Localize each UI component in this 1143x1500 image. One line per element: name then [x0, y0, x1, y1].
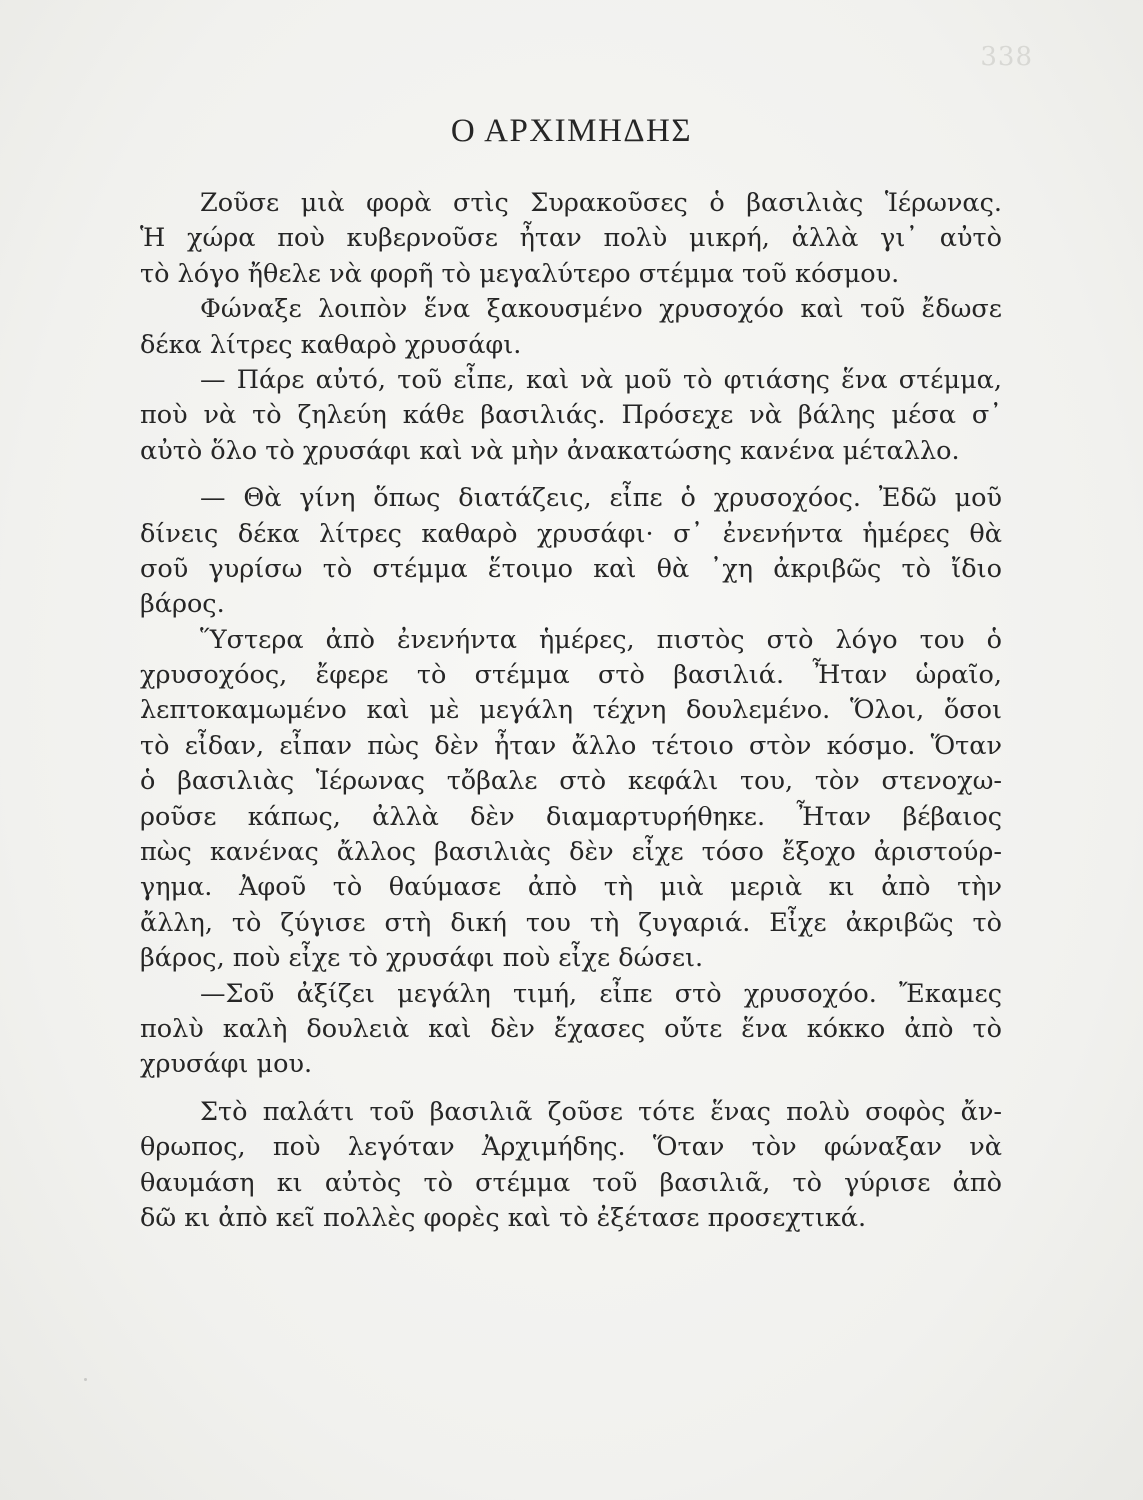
text-line: — Πάρε αὐτό, τοῦ εἶπε, καὶ νὰ μοῦ τὸ φτιάσης ἕνα στέμμα,: [200, 364, 1002, 395]
text-line: θρωπος, ποὺ λεγόταν Ἀρχιμήδης. Ὅταν τὸν φώναξαν νὰ: [140, 1132, 1002, 1163]
text-line: ποὺ νὰ τὸ ζηλεύη κάθε βασιλιάς. Πρόσεχε νὰ βάλης μέσα σ᾽: [140, 400, 1002, 431]
page-number: 338: [980, 42, 1033, 72]
text-line: χρυσοχόος, ἔφερε τὸ στέμμα στὸ βασιλιά. Ἦταν ὡραῖο,: [140, 660, 1002, 691]
text-line: βάρος.: [140, 589, 225, 620]
paragraph-gap: [140, 1083, 1002, 1095]
text-line: —Σοῦ ἀξίζει μεγάλη τιμή, εἶπε στὸ χρυσοχόο. Ἔκαμες: [200, 978, 1002, 1009]
paragraph-gap: [140, 469, 1002, 481]
text-line: — Θὰ γίνη ὅπως διατάζεις, εἶπε ὁ χρυσοχόος. Ἐδῶ μοῦ: [200, 483, 1002, 514]
text-line: αὐτὸ ὅλο τὸ χρυσάφι καὶ νὰ μὴν ἀνακατώσης κανένα μέταλλο.: [140, 435, 960, 466]
text-line: ροῦσε κάπως, ἀλλὰ δὲν διαμαρτυρήθηκε. Ἦταν βέβαιος: [140, 801, 1002, 832]
text-line: Ὕστερα ἀπὸ ἐνενήντα ἡμέρες, πιστὸς στὸ λόγο του ὁ: [200, 624, 1002, 655]
text-line: χρυσάφι μου.: [140, 1049, 313, 1080]
text-line: πὼς κανένας ἄλλος βασιλιὰς δὲν εἶχε τόσο ἔξοχο ἀριστούρ-: [140, 837, 1002, 868]
text-line: δίνεις δέκα λίτρες καθαρὸ χρυσάφι· σ᾽ ἐνενήντα ἡμέρες θὰ: [140, 518, 1002, 549]
text-line: βάρος, ποὺ εἶχε τὸ χρυσάφι ποὺ εἶχε δώσει.: [140, 943, 704, 974]
text-line: Ζοῦσε μιὰ φορὰ στὶς Συρακοῦσες ὁ βασιλιὰς Ἱέρωνας.: [200, 188, 1002, 218]
text-line: πολὺ καλὴ δουλειὰ καὶ δὲν ἔχασες οὔτε ἕνα κόκκο ἀπὸ τὸ: [140, 1013, 1002, 1044]
text-line: ἄλλη, τὸ ζύγισε στὴ δική του τὴ ζυγαριά. Εἶχε ἀκριβῶς τὸ: [140, 907, 1002, 938]
text-line: Στὸ παλάτι τοῦ βασιλιᾶ ζοῦσε τότε ἕνας πολὺ σοφὸς ἄν-: [200, 1096, 1002, 1127]
text-line: Ἡ χώρα ποὺ κυβερνοῦσε ἦταν πολὺ μικρή, ἀλλὰ γι᾽ αὐτὸ: [140, 223, 1002, 254]
text-line: δῶ κι ἀπὸ κεῖ πολλὲς φορὲς καὶ τὸ ἐξέτασε προσεχτικά.: [140, 1202, 867, 1233]
paper-speck: [84, 1378, 87, 1381]
text-line: γημα. Ἀφοῦ τὸ θαύμασε ἀπὸ τὴ μιὰ μεριὰ κι ἀπὸ τὴν: [140, 872, 1002, 903]
text-line: σοῦ γυρίσω τὸ στέμμα ἕτοιμο καὶ θὰ ᾽χη ἀκριβῶς τὸ ἴδιο: [140, 553, 1002, 584]
page-title: Ο ΑΡΧΙΜΗΔΗΣ: [450, 113, 693, 149]
text-line: τὸ λόγο ἤθελε νὰ φορῆ τὸ μεγαλύτερο στέμμα τοῦ κόσμου.: [140, 258, 900, 289]
text-line: Φώναξε λοιπὸν ἕνα ξακουσμένο χρυσοχόο καὶ τοῦ ἔδωσε: [200, 294, 1002, 325]
text-line: τὸ εἶδαν, εἶπαν πὼς δὲν ἦταν ἄλλο τέτοιο στὸν κόσμο. Ὅταν: [140, 730, 1002, 761]
text-line: λεπτοκαμωμένο καὶ μὲ μεγάλη τέχνη δουλεμένο. Ὅλοι, ὅσοι: [140, 695, 1002, 726]
text-line: δέκα λίτρες καθαρὸ χρυσάφι.: [140, 329, 522, 360]
text-line: θαυμάση κι αὐτὸς τὸ στέμμα τοῦ βασιλιᾶ, τὸ γύρισε ἀπὸ: [140, 1167, 1002, 1198]
text-line: ὁ βασιλιὰς Ἱέρωνας τὄβαλε στὸ κεφάλι του, τὸν στενοχω-: [140, 766, 1002, 797]
story-body: [140, 186, 1002, 1236]
